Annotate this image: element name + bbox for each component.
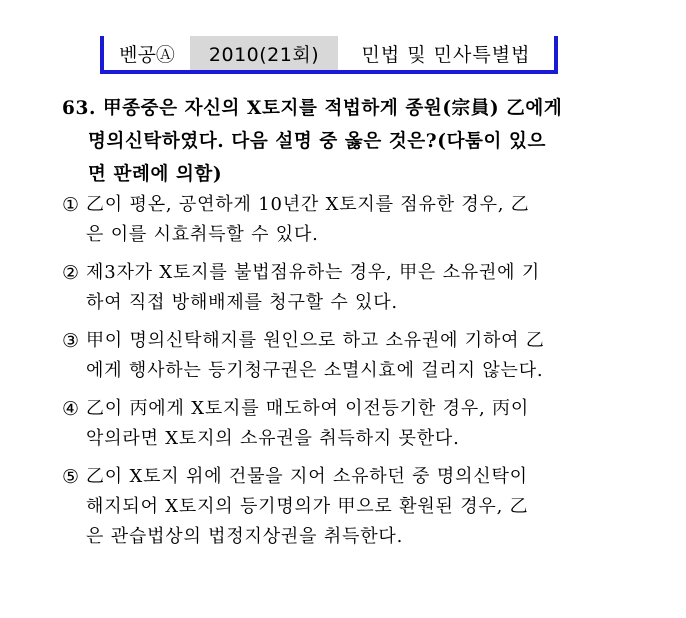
header-year: 2010(21회): [190, 36, 338, 70]
option-3-marker: ③: [62, 330, 80, 352]
option-5-marker: ⑤: [62, 466, 80, 488]
option-1-line-2: 은 이를 시효취득할 수 있다.: [86, 224, 319, 245]
option-1-line-1: 乙이 평온, 공연하게 10년간 X토지를 점유한 경우, 乙: [86, 194, 530, 215]
option-2[interactable]: [62, 258, 642, 318]
option-3-line-1: 甲이 명의신탁해지를 원인으로 하고 소유권에 기하여 乙: [86, 330, 545, 351]
question-line-1: [62, 92, 642, 125]
exam-header: [100, 36, 558, 74]
option-5-line-1: 乙이 X토지 위에 건물을 지어 소유하던 중 명의신탁이: [86, 466, 528, 487]
option-5-line-3: 은 관습법상의 법정지상권을 취득한다.: [86, 526, 404, 547]
question-line-3: 면 판례에 의함): [88, 164, 223, 185]
question-text-1: 甲종중은 자신의 X토지를 적법하게 종원(宗員) 乙에게: [103, 98, 563, 119]
answer-options: [62, 190, 642, 560]
question-number: 63.: [62, 98, 96, 119]
option-1[interactable]: [62, 190, 642, 250]
option-2-line-1: 제3자가 X토지를 불법점유하는 경우, 甲은 소유권에 기: [86, 262, 541, 283]
option-4[interactable]: [62, 394, 642, 454]
header-course: 벤공Ⓐ: [104, 36, 190, 70]
question-stem: [62, 92, 642, 191]
option-2-line-2: 하여 직접 방해배제를 청구할 수 있다.: [86, 292, 398, 313]
option-2-marker: ②: [62, 262, 80, 284]
question-line-2: 명의신탁하였다. 다음 설명 중 옳은 것은?(다툼이 있으: [88, 131, 546, 152]
option-4-marker: ④: [62, 398, 80, 420]
option-3-line-2: 에게 행사하는 등기청구권은 소멸시효에 걸리지 않는다.: [86, 360, 544, 381]
option-4-line-1: 乙이 丙에게 X토지를 매도하여 이전등기한 경우, 丙이: [86, 398, 530, 419]
option-5-line-2: 해지되어 X토지의 등기명의가 甲으로 환원된 경우, 乙: [86, 496, 529, 517]
option-5[interactable]: [62, 462, 642, 552]
option-1-marker: ①: [62, 194, 80, 216]
option-3[interactable]: [62, 326, 642, 386]
option-4-line-2: 악의라면 X토지의 소유권을 취득하지 못한다.: [86, 428, 460, 449]
header-subject: 민법 및 민사특별법: [338, 36, 554, 70]
